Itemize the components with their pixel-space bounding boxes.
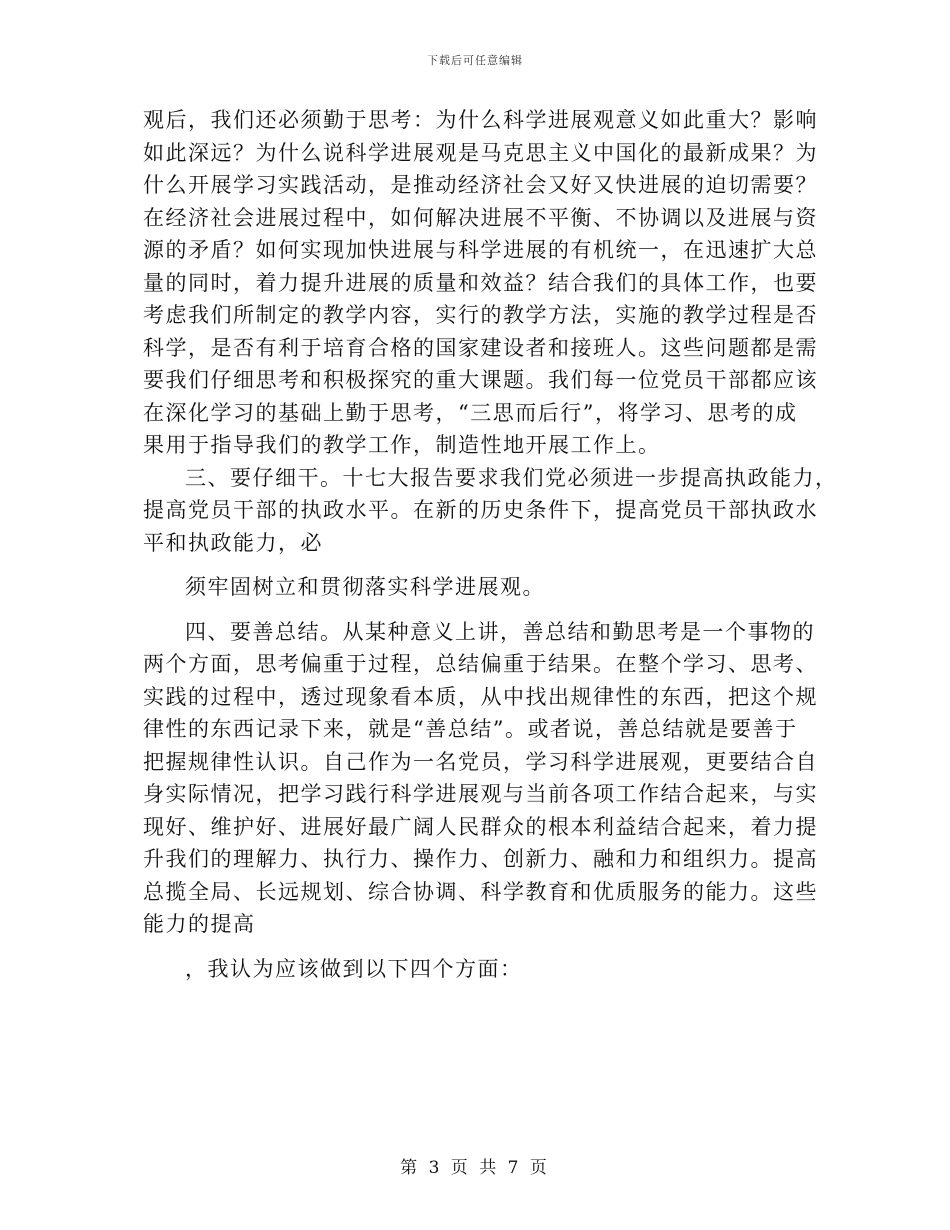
body-line: 果用于指导我们的教学工作，制造性地开展工作上。 [143,433,661,457]
body-line: 源的矛盾？如何实现加快进展与科学进展的有机统一，在迅速扩大总 [143,238,818,262]
document-body [143,104,838,985]
body-line: 身实际情况，把学习践行科学进展观与当前各项工作结合起来，与实 [143,782,818,806]
section-three-first-line: 三、要仔细干。十七大报告要求我们党必须进一步提高执政能力， [185,465,838,490]
body-line: 科学，是否有利于培育合格的国家建设者和接班人。这些问题都是需 [143,335,818,360]
body-line: 须牢固树立和贯彻落实科学进展观。 [185,575,545,599]
body-line: 什么开展学习实践活动，是推动经济社会又好又快进展的迫切需要？ [143,173,818,197]
body-line: 平和执政能力，必 [143,530,323,555]
section-four-first-line: 四、要善总结。从某种意义上讲，善总结和勤思考是一个事物的 [185,619,815,644]
body-line: 观后，我们还必须勤于思考：为什么科学进展观意义如此重大？影响 [143,108,818,132]
body-line: 如此深远？为什么说科学进展观是马克思主义中国化的最新成果？为 [143,140,818,165]
body-line: 考虑我们所制定的教学内容，实行的教学方法，实施的教学过程是否 [143,303,818,327]
body-line: ，我认为应该做到以下四个方面： [185,956,523,981]
page-header: 下载后可任意编辑 [427,54,523,67]
body-line: 在经济社会进展过程中，如何解决进展不平衡、不协调以及进展与资 [143,205,818,230]
body-line: 在深化学习的基础上勤于思考，“三思而后行”，将学习、思考的成 [143,400,798,425]
body-line: 升我们的理解力、执行力、操作力、创新力、融和力和组织力。提高 [143,847,818,871]
body-line: 两个方面，思考偏重于过程，总结偏重于结果。在整个学习、思考、 [143,652,818,676]
page-number: 第 3 页 共 7 页 [400,1158,550,1178]
body-line: 提高党员干部的执政水平。在新的历史条件下，提高党员干部执政水 [143,498,818,522]
body-line: 实践的过程中，透过现象看本质，从中找出规律性的东西，把这个规 [143,684,818,709]
body-line: 要我们仔细思考和积极探究的重大课题。我们每一位党员干部都应该 [143,368,818,392]
body-line: 能力的提高 [143,912,256,936]
body-line: 把握规律性认识。自己作为一名党员，学习科学进展观，更要结合自 [143,749,818,774]
body-line: 现好、维护好、进展好最广阔人民群众的根本利益结合起来，着力提 [143,814,818,839]
body-line: 律性的东西记录下来，就是“善总结”。或者说，善总结就是要善于 [143,717,798,741]
body-line: 量的同时，着力提升进展的质量和效益？结合我们的具体工作，也要 [143,270,818,295]
body-line: 总揽全局、长远规划、综合协调、科学教育和优质服务的能力。这些 [143,879,818,904]
